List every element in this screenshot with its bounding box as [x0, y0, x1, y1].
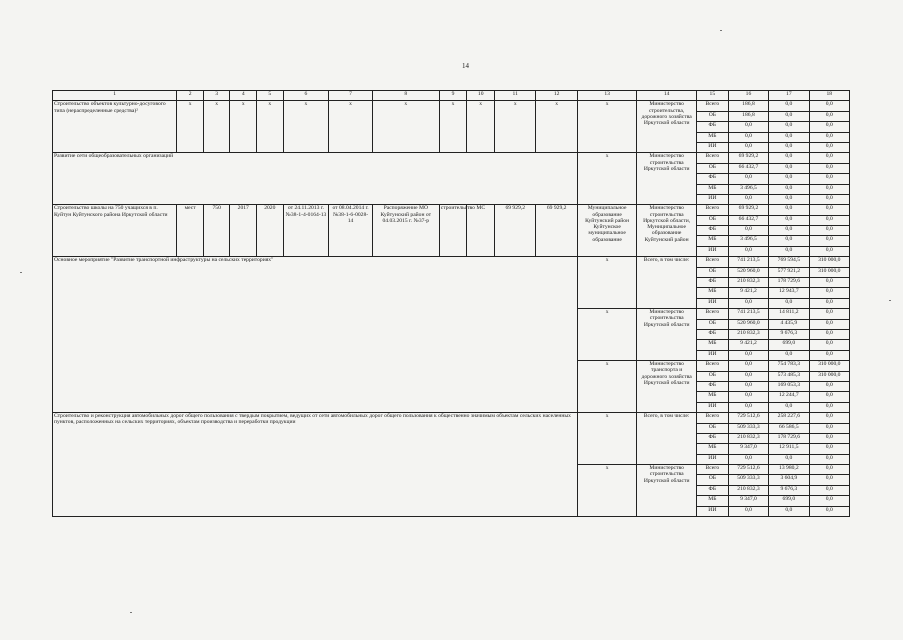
cell-col13: x	[577, 309, 637, 361]
cell-c9: строительство	[439, 205, 467, 257]
cell-x: x	[536, 101, 577, 153]
funding-source: ФБ	[696, 329, 728, 339]
value-col17: 0,0	[769, 184, 809, 194]
agency-name: Министерство строительства, дорожного хозяйства Иркутской области	[637, 101, 697, 153]
funding-source: ОБ	[696, 267, 728, 277]
value-col18: 0,0	[809, 392, 849, 402]
value-col16: 729 512,6	[728, 465, 768, 475]
value-col16: 9 421,2	[728, 288, 768, 298]
cell-col13: x	[577, 413, 637, 465]
funding-source: ФБ	[696, 381, 728, 391]
cell-col13: x	[577, 257, 637, 309]
column-number: 15	[696, 91, 728, 101]
funding-source: ОБ	[696, 371, 728, 381]
value-col18: 0,0	[809, 423, 849, 433]
cell-col13: x	[577, 153, 637, 205]
value-col16: 210 832,3	[728, 433, 768, 443]
value-col18: 0,0	[809, 278, 849, 288]
value-col16: 0,0	[728, 246, 768, 256]
value-col18: 0,0	[809, 433, 849, 443]
value-col17: 12 244,7	[769, 392, 809, 402]
funding-source: ИИ	[696, 246, 728, 256]
column-number: 8	[372, 91, 439, 101]
funding-source: ФБ	[696, 485, 728, 495]
value-col17: 699,0	[769, 496, 809, 506]
funding-source: Всего	[696, 413, 728, 423]
value-col16: 0,0	[728, 371, 768, 381]
value-col16: 0,0	[728, 142, 768, 152]
cell-c12: 69 929,2	[536, 205, 577, 257]
value-col16: 186,8	[728, 101, 768, 111]
value-col16: 0,0	[728, 506, 768, 516]
value-col18: 0,0	[809, 122, 849, 132]
cell-c13: Муниципальное образование Куйтунский район Куйтунское муниципальное образование	[577, 205, 637, 257]
funding-source: Всего	[696, 257, 728, 267]
value-col16: 3 496,5	[728, 236, 768, 246]
value-col16: 210 832,3	[728, 278, 768, 288]
funding-source: ИИ	[696, 454, 728, 464]
value-col17: 769 594,5	[769, 257, 809, 267]
value-col16: 210 832,3	[728, 485, 768, 495]
value-col17: 0,0	[769, 101, 809, 111]
section-title: Строительство объектов культурно-досугового типа (нераспределенные средства)²	[53, 101, 177, 153]
column-number: 10	[467, 91, 495, 101]
cell-c2: мест	[177, 205, 204, 257]
value-col18: 310 000,0	[809, 267, 849, 277]
cell-c10: МС	[467, 205, 495, 257]
funding-source: МБ	[696, 184, 728, 194]
cell-x: x	[283, 101, 329, 153]
cell-c3: 750	[203, 205, 230, 257]
budget-table-sheet	[52, 90, 850, 517]
value-col17: 9 676,3	[769, 485, 809, 495]
cell-c8: Распоряжение МО Куйтунский район от 04.03.2015 г. №37-р	[372, 205, 439, 257]
value-col17: 3 604,9	[769, 475, 809, 485]
value-col16: 0,0	[728, 122, 768, 132]
funding-source: ИИ	[696, 506, 728, 516]
cell-c6: от 24.11.2013 г. №38-1-4-0164-13	[283, 205, 329, 257]
section-title: Строительство и реконструкция автомобильных дорог общего пользования с твердым покрытием, ведущих от сети автомобильных дорог общего пользования к общественно значимым объектам сельских населенных пунктов, расположенных на сельских территориях, объектам производства и переработки продукции	[53, 413, 578, 517]
value-col16: 66 432,7	[728, 163, 768, 173]
value-col16: 0,0	[728, 132, 768, 142]
funding-source: ИИ	[696, 350, 728, 360]
value-col16: 0,0	[728, 392, 768, 402]
funding-source: ФБ	[696, 174, 728, 184]
value-col17: 178 729,6	[769, 278, 809, 288]
value-col18: 0,0	[809, 329, 849, 339]
cell-x: x	[577, 101, 637, 153]
value-col18: 0,0	[809, 485, 849, 495]
value-col16: 520 960,0	[728, 267, 768, 277]
column-number: 14	[637, 91, 697, 101]
funding-source: ФБ	[696, 433, 728, 443]
funding-source: МБ	[696, 340, 728, 350]
funding-source: МБ	[696, 496, 728, 506]
column-number: 2	[177, 91, 204, 101]
value-col17: 169 053,3	[769, 381, 809, 391]
value-col17: 0,0	[769, 194, 809, 204]
value-col18: 0,0	[809, 215, 849, 225]
funding-source: Всего	[696, 153, 728, 163]
value-col18: 0,0	[809, 340, 849, 350]
value-col18: 0,0	[809, 111, 849, 121]
value-col18: 0,0	[809, 506, 849, 516]
funding-source: Всего	[696, 205, 728, 215]
value-col16: 509 333,3	[728, 423, 768, 433]
cell-x: x	[372, 101, 439, 153]
funding-source: МБ	[696, 392, 728, 402]
value-col17: 0,0	[769, 402, 809, 412]
value-col17: 577 921,2	[769, 267, 809, 277]
value-col18: 0,0	[809, 402, 849, 412]
value-col18: 0,0	[809, 298, 849, 308]
cell-c4: 2017	[230, 205, 257, 257]
value-col17: 699,0	[769, 340, 809, 350]
column-number: 9	[439, 91, 467, 101]
agency-name: Министерство строительства Иркутской области	[637, 309, 697, 361]
value-col17: 0,0	[769, 122, 809, 132]
funding-source: ОБ	[696, 111, 728, 121]
value-col17: 0,0	[769, 174, 809, 184]
cell-x: x	[230, 101, 257, 153]
value-col18: 0,0	[809, 413, 849, 423]
value-col17: 4 435,9	[769, 319, 809, 329]
value-col18: 0,0	[809, 132, 849, 142]
value-col16: 0,0	[728, 381, 768, 391]
value-col16: 0,0	[728, 174, 768, 184]
value-col17: 0,0	[769, 246, 809, 256]
value-col16: 0,0	[728, 194, 768, 204]
value-col17: 0,0	[769, 132, 809, 142]
value-col16: 210 832,3	[728, 329, 768, 339]
value-col18: 0,0	[809, 309, 849, 319]
column-number: 16	[728, 91, 768, 101]
funding-source: МБ	[696, 132, 728, 142]
cell-x: x	[329, 101, 373, 153]
value-col18: 310 000,0	[809, 361, 849, 371]
cell-col13: x	[577, 361, 637, 413]
value-col17: 0,0	[769, 506, 809, 516]
value-col17: 12 943,7	[769, 288, 809, 298]
value-col17: 13 980,2	[769, 465, 809, 475]
value-col17: 178 729,6	[769, 433, 809, 443]
agency-name: Министерство строительства Иркутской области	[637, 465, 697, 517]
cell-c5: 2020	[257, 205, 284, 257]
value-col16: 9 347,0	[728, 496, 768, 506]
agency-name: Министерство транспорта и дорожного хозяйства Иркутской области	[637, 361, 697, 413]
value-col18: 310 000,0	[809, 371, 849, 381]
cell-x: x	[203, 101, 230, 153]
value-col16: 0,0	[728, 361, 768, 371]
value-col17: 0,0	[769, 454, 809, 464]
column-number: 5	[257, 91, 284, 101]
section-title: Основное мероприятие "Развитие транспортной инфраструктуры на сельских территориях"	[53, 257, 578, 413]
funding-source: ФБ	[696, 278, 728, 288]
funding-source: ИИ	[696, 402, 728, 412]
funding-source: Всего	[696, 361, 728, 371]
value-col18: 0,0	[809, 142, 849, 152]
value-col17: 9 676,3	[769, 329, 809, 339]
cell-x: x	[495, 101, 536, 153]
funding-source: ОБ	[696, 163, 728, 173]
value-col16: 0,0	[728, 402, 768, 412]
column-number-row	[53, 91, 850, 101]
page-number: 14	[462, 62, 469, 70]
value-col16: 186,8	[728, 111, 768, 121]
funding-source: ОБ	[696, 423, 728, 433]
value-col16: 66 432,7	[728, 215, 768, 225]
funding-source: Всего	[696, 309, 728, 319]
funding-source: ОБ	[696, 319, 728, 329]
value-col18: 0,0	[809, 444, 849, 454]
value-col16: 0,0	[728, 454, 768, 464]
column-number: 6	[283, 91, 329, 101]
cell-x: x	[439, 101, 467, 153]
value-col18: 0,0	[809, 174, 849, 184]
value-col16: 741 213,5	[728, 309, 768, 319]
cell-c7: от 08.04.2014 г. №38-1-6-0028-14	[329, 205, 373, 257]
value-col17: 12 911,5	[769, 444, 809, 454]
value-col17: 0,0	[769, 111, 809, 121]
agency-name: Министерство строительства Иркутской области	[637, 153, 697, 205]
value-col18: 0,0	[809, 205, 849, 215]
value-col17: 0,0	[769, 350, 809, 360]
value-col16: 509 333,3	[728, 475, 768, 485]
column-number: 7	[329, 91, 373, 101]
value-col16: 0,0	[728, 226, 768, 236]
value-col18: 0,0	[809, 496, 849, 506]
value-col18: 0,0	[809, 246, 849, 256]
cell-c11: 69 929,2	[495, 205, 536, 257]
value-col18: 0,0	[809, 101, 849, 111]
funding-source: ОБ	[696, 215, 728, 225]
budget-table	[52, 90, 850, 517]
value-col16: 0,0	[728, 298, 768, 308]
value-col17: 0,0	[769, 142, 809, 152]
value-col18: 0,0	[809, 184, 849, 194]
value-col16: 729 512,6	[728, 413, 768, 423]
value-col18: 0,0	[809, 381, 849, 391]
value-col17: 66 586,5	[769, 423, 809, 433]
value-col18: 0,0	[809, 475, 849, 485]
value-col17: 258 227,6	[769, 413, 809, 423]
value-col17: 0,0	[769, 298, 809, 308]
value-col18: 0,0	[809, 194, 849, 204]
value-col18: 0,0	[809, 465, 849, 475]
cell-x: x	[177, 101, 204, 153]
funding-source: ОБ	[696, 475, 728, 485]
value-col18: 0,0	[809, 454, 849, 464]
value-col17: 573 485,3	[769, 371, 809, 381]
column-number: 17	[769, 91, 809, 101]
table-row	[53, 413, 850, 423]
value-col18: 0,0	[809, 350, 849, 360]
section-title: Строительство школы на 750 учащихся в п. Куйтун Куйтунского района Иркутской области	[53, 205, 177, 257]
value-col16: 9 347,0	[728, 444, 768, 454]
value-col16: 0,0	[728, 350, 768, 360]
value-col16: 520 960,0	[728, 319, 768, 329]
value-col16: 3 496,5	[728, 184, 768, 194]
cell-x: x	[467, 101, 495, 153]
cell-col13: x	[577, 465, 637, 517]
funding-source: ИИ	[696, 194, 728, 204]
value-col17: 0,0	[769, 205, 809, 215]
funding-source: ИИ	[696, 298, 728, 308]
value-col17: 0,0	[769, 236, 809, 246]
column-number: 1	[53, 91, 177, 101]
funding-source: МБ	[696, 236, 728, 246]
funding-source: Всего	[696, 465, 728, 475]
funding-source: ИИ	[696, 142, 728, 152]
agency-name: Министерство строительства Иркутской области, Муниципальное образование Куйтунский район	[637, 205, 697, 257]
value-col18: 0,0	[809, 288, 849, 298]
column-number: 18	[809, 91, 849, 101]
funding-source: Всего	[696, 101, 728, 111]
value-col18: 0,0	[809, 163, 849, 173]
column-number: 4	[230, 91, 257, 101]
funding-source: ФБ	[696, 226, 728, 236]
column-number: 12	[536, 91, 577, 101]
value-col16: 741 213,5	[728, 257, 768, 267]
funding-source: МБ	[696, 444, 728, 454]
value-col17: 754 783,3	[769, 361, 809, 371]
value-col16: 69 929,2	[728, 205, 768, 215]
column-number: 13	[577, 91, 637, 101]
value-col17: 0,0	[769, 153, 809, 163]
table-row	[53, 257, 850, 267]
value-col18: 0,0	[809, 226, 849, 236]
value-col17: 0,0	[769, 226, 809, 236]
column-number: 3	[203, 91, 230, 101]
funding-source: ФБ	[696, 122, 728, 132]
agency-name: Всего, в том числе:	[637, 257, 697, 309]
table-row	[53, 101, 850, 111]
section-title: Развитие сети общеобразовательных организаций	[53, 153, 578, 205]
value-col18: 0,0	[809, 319, 849, 329]
cell-x: x	[257, 101, 284, 153]
value-col17: 0,0	[769, 215, 809, 225]
value-col18: 310 000,0	[809, 257, 849, 267]
value-col16: 9 421,2	[728, 340, 768, 350]
value-col16: 69 929,2	[728, 153, 768, 163]
value-col17: 0,0	[769, 163, 809, 173]
table-row	[53, 205, 850, 215]
column-number: 11	[495, 91, 536, 101]
funding-source: МБ	[696, 288, 728, 298]
value-col18: 0,0	[809, 236, 849, 246]
value-col17: 14 811,2	[769, 309, 809, 319]
table-row	[53, 153, 850, 163]
value-col18: 0,0	[809, 153, 849, 163]
agency-name: Всего, в том числе:	[637, 413, 697, 465]
